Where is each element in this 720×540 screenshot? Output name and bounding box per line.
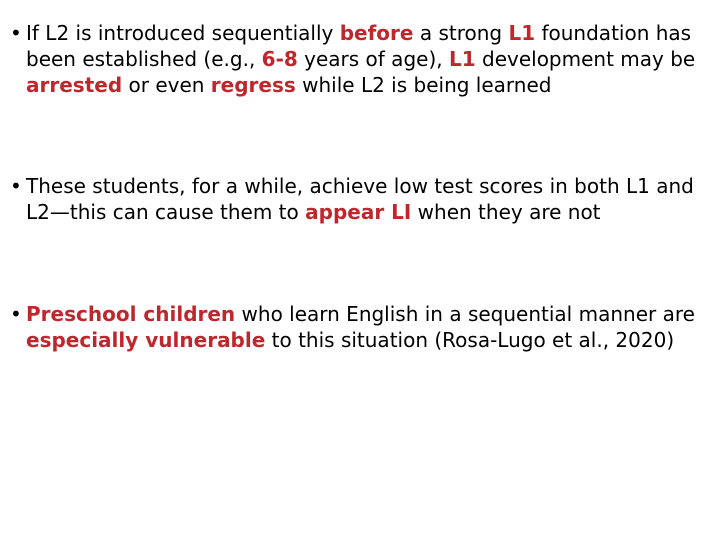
text-segment: If L2 is introduced sequentially [26, 21, 340, 45]
bullet-item-1 [6, 20, 696, 98]
emphasis-segment: 6-8 [261, 47, 298, 71]
emphasis-segment: regress [210, 73, 296, 97]
text-segment: foundation has been established (e.g., [26, 21, 692, 71]
text-segment: These students, for a while, achieve low test scores in both L1 and L2—this can cause them to [26, 174, 694, 224]
text-segment: or even [122, 73, 211, 97]
text-segment: to this situation (Rosa-Lugo et al., 2020) [265, 328, 675, 352]
emphasis-segment: L1 [508, 21, 536, 45]
text-segment: development may be [475, 47, 696, 71]
emphasis-segment: L1 [448, 47, 476, 71]
bullet-dot: • [10, 302, 22, 326]
bullet-dot: • [10, 21, 22, 45]
emphasis-segment: before [339, 21, 414, 45]
emphasis-segment: especially vulnerable [26, 328, 266, 352]
text-segment: when they are not [411, 200, 601, 224]
text-segment: while L2 is being learned [295, 73, 552, 97]
emphasis-segment: appear LI [305, 200, 412, 224]
bullet-dot: • [10, 174, 22, 198]
emphasis-segment: arrested [26, 73, 123, 97]
emphasis-segment: Preschool children [26, 302, 236, 326]
text-segment: who learn English in a sequential manner are [235, 302, 695, 326]
bullet-item-2 [6, 173, 696, 225]
text-segment: years of age), [297, 47, 449, 71]
text-segment: a strong [413, 21, 509, 45]
bullet-item-3 [6, 301, 696, 353]
